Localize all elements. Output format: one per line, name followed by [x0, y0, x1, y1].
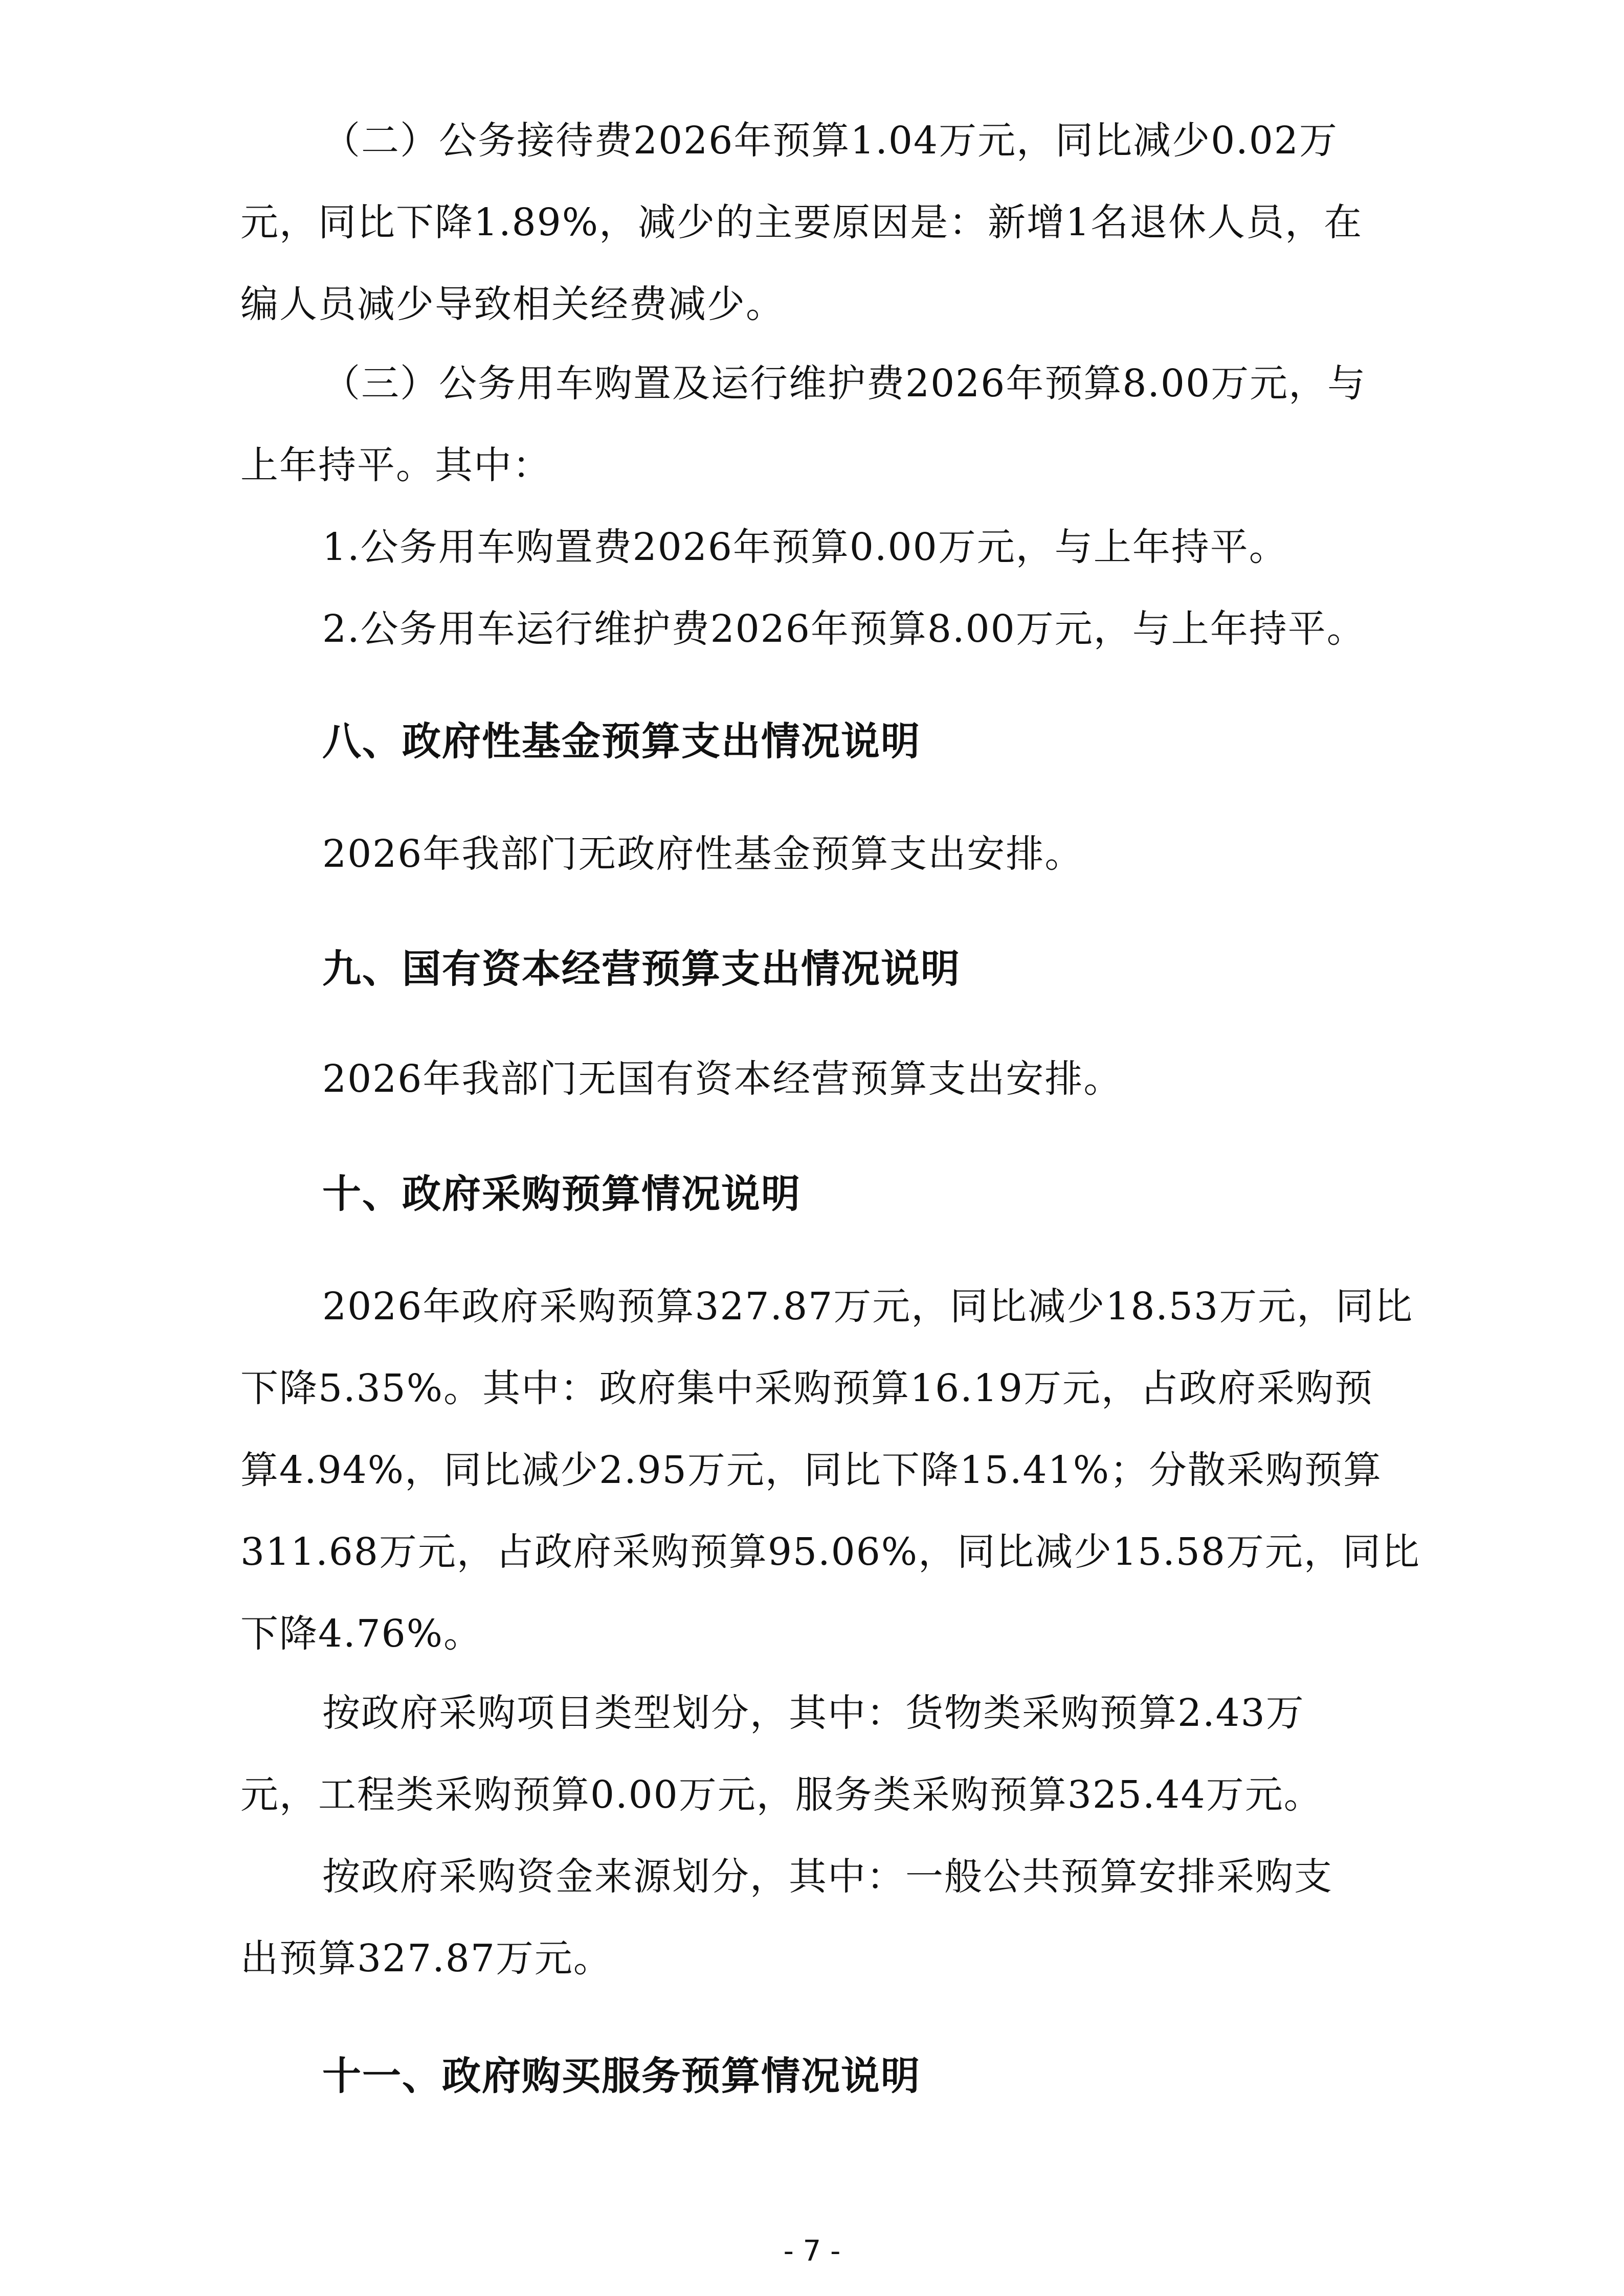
page-number: - 7 - [783, 2235, 841, 2268]
document-page: （二）公务接待费2026年预算1.04万元，同比减少0.02万 元，同比下降1.89%，减少的主要原因是：新增1名退休人员，在 编人员减少导致相关经费减少。 （三）公务用车购置及运行维护费2026年预算8.00万元，与 上年持平。其中： 1.公务用车购置费2026年预算0.00万元，与上年持平。 2.公务用车运行维护费2026年预算8.00万元，与上年持平。 八、政府性基金预算支出情况说明 2026年我部门无政府性基金预算支出安排。 九、国有资本经营预算支出情况说明 2026年我部门无国有资本经营预算支出安排。 十、政府采购预算情况说明 2026年政府采购预算327.87万元，同比减少18.53万元，同比 下降5.35%。其中：政府集中采购预算16.19万元，占政府采购预 算4.94%，同比减少2.95万元，同比下降15.41%；分散采购预算 311.68万元，占政府采购预算95.06%，同比减少15.58万元，同比 下降4.76%。 按政府采购项目类型划分，其中：货物类采购预算2.43万 元，工程类采购预算0.00万元，服务类采购预算325.44万元。 按政府采购资金来源划分，其中：一般公共预算安排采购支 出预算327.87万元。 十一、政府购买服务预算情况说明 - 7 - [0, 0, 1624, 2296]
